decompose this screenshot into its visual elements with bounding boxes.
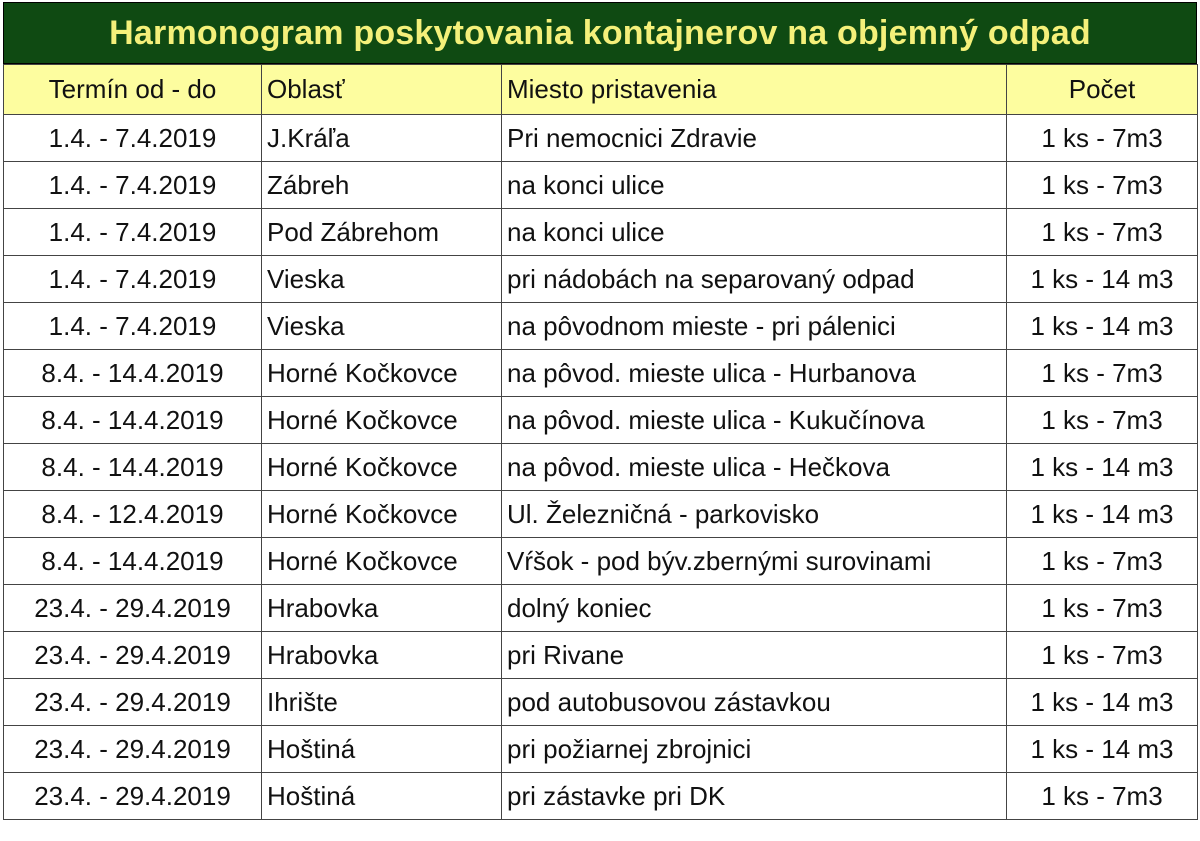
table-row [4, 350, 1198, 397]
cell-area: Horné Kočkovce [262, 397, 502, 444]
table-header-row [4, 65, 1198, 115]
column-header-count: Počet [1007, 65, 1198, 115]
cell-area: Hoštiná [262, 773, 502, 820]
cell-count: 1 ks - 14 m3 [1007, 303, 1198, 350]
cell-place: na pôvod. mieste ulica - Kukučínova [502, 397, 1007, 444]
cell-area: Ihrište [262, 679, 502, 726]
cell-date: 8.4. - 14.4.2019 [4, 397, 262, 444]
cell-date: 23.4. - 29.4.2019 [4, 585, 262, 632]
cell-date: 23.4. - 29.4.2019 [4, 773, 262, 820]
schedule-table [3, 64, 1198, 820]
cell-count: 1 ks - 14 m3 [1007, 679, 1198, 726]
table-row [4, 585, 1198, 632]
cell-date: 8.4. - 12.4.2019 [4, 491, 262, 538]
cell-area: J.Kráľa [262, 115, 502, 162]
cell-count: 1 ks - 14 m3 [1007, 726, 1198, 773]
cell-count: 1 ks - 14 m3 [1007, 256, 1198, 303]
table-row [4, 726, 1198, 773]
cell-count: 1 ks - 14 m3 [1007, 491, 1198, 538]
table-body [4, 115, 1198, 820]
page-title: Harmonogram poskytovania kontajnerov na objemný odpad [109, 13, 1091, 52]
table-row [4, 632, 1198, 679]
cell-place: pri zástavke pri DK [502, 773, 1007, 820]
table-row [4, 679, 1198, 726]
cell-count: 1 ks - 7m3 [1007, 585, 1198, 632]
cell-area: Hrabovka [262, 585, 502, 632]
cell-count: 1 ks - 7m3 [1007, 538, 1198, 585]
cell-date: 1.4. - 7.4.2019 [4, 303, 262, 350]
cell-date: 1.4. - 7.4.2019 [4, 115, 262, 162]
cell-place: na konci ulice [502, 162, 1007, 209]
cell-place: Ul. Železničná - parkovisko [502, 491, 1007, 538]
cell-place: pri nádobách na separovaný odpad [502, 256, 1007, 303]
cell-area: Horné Kočkovce [262, 538, 502, 585]
cell-count: 1 ks - 7m3 [1007, 397, 1198, 444]
cell-area: Zábreh [262, 162, 502, 209]
cell-count: 1 ks - 7m3 [1007, 209, 1198, 256]
column-header-date: Termín od - do [4, 65, 262, 115]
cell-date: 8.4. - 14.4.2019 [4, 350, 262, 397]
table-row [4, 397, 1198, 444]
cell-place: dolný koniec [502, 585, 1007, 632]
cell-date: 1.4. - 7.4.2019 [4, 256, 262, 303]
cell-count: 1 ks - 7m3 [1007, 632, 1198, 679]
cell-place: Pri nemocnici Zdravie [502, 115, 1007, 162]
table-row [4, 115, 1198, 162]
table-row [4, 256, 1198, 303]
cell-place: Vŕšok - pod býv.zbernými surovinami [502, 538, 1007, 585]
cell-place: pri Rivane [502, 632, 1007, 679]
cell-area: Horné Kočkovce [262, 491, 502, 538]
column-header-place: Miesto pristavenia [502, 65, 1007, 115]
cell-place: na pôvodnom mieste - pri pálenici [502, 303, 1007, 350]
cell-date: 23.4. - 29.4.2019 [4, 679, 262, 726]
cell-count: 1 ks - 7m3 [1007, 773, 1198, 820]
table-row [4, 209, 1198, 256]
cell-date: 1.4. - 7.4.2019 [4, 162, 262, 209]
cell-area: Horné Kočkovce [262, 350, 502, 397]
cell-area: Hoštiná [262, 726, 502, 773]
cell-count: 1 ks - 7m3 [1007, 162, 1198, 209]
table-row [4, 303, 1198, 350]
cell-place: na pôvod. mieste ulica - Hečkova [502, 444, 1007, 491]
cell-place: pri požiarnej zbrojnici [502, 726, 1007, 773]
cell-count: 1 ks - 7m3 [1007, 350, 1198, 397]
cell-count: 1 ks - 7m3 [1007, 115, 1198, 162]
cell-area: Horné Kočkovce [262, 444, 502, 491]
cell-area: Vieska [262, 256, 502, 303]
cell-count: 1 ks - 14 m3 [1007, 444, 1198, 491]
cell-date: 8.4. - 14.4.2019 [4, 538, 262, 585]
column-header-area: Oblasť [262, 65, 502, 115]
cell-place: pod autobusovou zástavkou [502, 679, 1007, 726]
table-row [4, 773, 1198, 820]
schedule-sheet [3, 2, 1197, 837]
cell-place: na konci ulice [502, 209, 1007, 256]
cell-place: na pôvod. mieste ulica - Hurbanova [502, 350, 1007, 397]
cell-date: 8.4. - 14.4.2019 [4, 444, 262, 491]
table-row [4, 444, 1198, 491]
cell-date: 23.4. - 29.4.2019 [4, 632, 262, 679]
cell-area: Hrabovka [262, 632, 502, 679]
title-bar [3, 2, 1197, 64]
table-row [4, 491, 1198, 538]
cell-date: 23.4. - 29.4.2019 [4, 726, 262, 773]
cell-date: 1.4. - 7.4.2019 [4, 209, 262, 256]
table-row [4, 162, 1198, 209]
cell-area: Pod Zábrehom [262, 209, 502, 256]
cell-area: Vieska [262, 303, 502, 350]
table-row [4, 538, 1198, 585]
